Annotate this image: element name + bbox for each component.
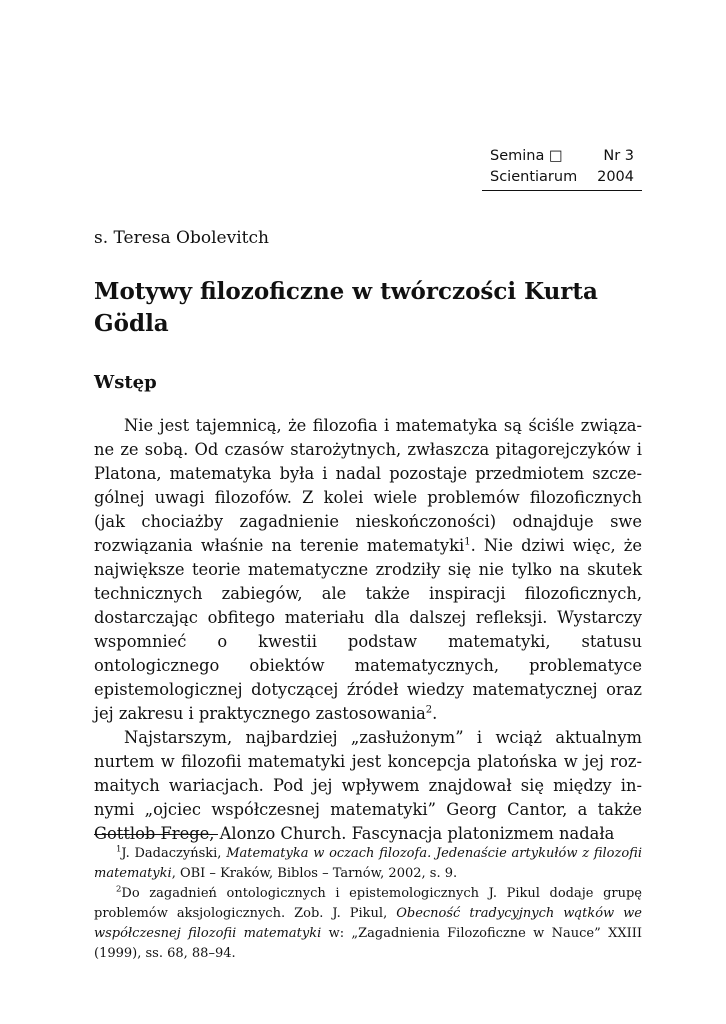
- footnote-1-book-title: Matematyka w oczach filozofa. Jedenaście artykułów z filozofii matematyki: [94, 846, 643, 881]
- footnote-ref-1[interactable]: 1: [464, 536, 471, 548]
- footnote-1-text-a: J. Dadaczyński,: [121, 846, 227, 861]
- issue-year: 2004: [597, 169, 634, 185]
- issue-number: Nr 3: [603, 148, 634, 164]
- section-heading: Wstęp: [94, 372, 157, 393]
- journal-masthead: [482, 146, 642, 191]
- masthead-row-1: [482, 146, 642, 167]
- paragraph-1-text-c: .: [432, 704, 438, 723]
- paragraph-1: [94, 414, 642, 726]
- article-body: [94, 414, 642, 846]
- footnote-2-text-b: w: „Zagadnienia Filozoficzne w Nauce” XXIII (1999), ss. 68, 88–94.: [94, 926, 642, 961]
- footnote-ref-2[interactable]: 2: [425, 704, 433, 716]
- paragraph-2: Najstarszym, najbardziej „zasłużonym” i wciąż aktualnym nurtem w filozofii matematyki jest koncepcja platońska w jej rozmaitych wariacjach. Pod jej wpływem znajdował się między innymi „ojciec współczesnej matematyki” Georg Cantor, a także Gottlob Frege, Alonzo Church. Fascynacja platonizmem nadała: [94, 728, 642, 843]
- footnote-1-text-b: , OBI – Kraków, Biblos – Tarnów, 2002, s. 9.: [171, 866, 458, 881]
- paragraph-1-text-a: Nie jest tajemnicą, że filozofia i matematyka są ściśle związane ze sobą. Od czasów starożytnych, zwłaszcza pitagorejczyków i Platona, matematyka była i nadal pozostaje przedmiotem szczególnej uwagi filozofów. Z kolei wiele problemów filozoficznych (jak chociażby zagadnienie nieskończoności) odnajduje swe rozwiązania właśnie na terenie matematyki: [94, 416, 642, 555]
- article-title: Motywy filozoficzne w twórczości Kurta Gödla: [94, 278, 598, 337]
- footnote-2: [94, 884, 642, 964]
- footnote-2-mark: 2: [116, 884, 122, 895]
- footnote-2-text-a: Do zagadnień ontologicznych i epistemologicznych J. Pikul dodaje grupę problemów aksjologicznych. Zob. J. Pikul,: [94, 886, 642, 921]
- article-author: s. Teresa Obolevitch: [94, 228, 269, 248]
- footnote-1-mark: 1: [116, 844, 122, 855]
- masthead-row-2: [482, 167, 642, 188]
- paragraph-1-text-b: . Nie dziwi więc, że największe teorie matematyczne zrodziły się nie tylko na skutek technicznych zabiegów, ale także inspiracji filozoficznych, dostarczając obfitego materiału dla dalszej refleksji. Wystarczy wspomnieć o kwestii podstaw matematyki, statusu ontologicznego obiektów matematycznych, problematyce epistemologicznej dotyczącej źródeł wiedzy matematycznej oraz jej zakresu i praktycznego zastosowania: [94, 536, 642, 723]
- journal-name-line1: Semina □: [490, 148, 563, 164]
- footnote-rule: [94, 834, 218, 835]
- journal-name-line2: Scientiarum: [490, 169, 578, 185]
- footnote-2-article-title: Obecność tradycyjnych wątków we współczesnej filozofii matematyki: [94, 906, 642, 941]
- masthead-rule: [482, 190, 642, 191]
- footnote-1: [94, 844, 642, 884]
- footnotes: [94, 844, 642, 964]
